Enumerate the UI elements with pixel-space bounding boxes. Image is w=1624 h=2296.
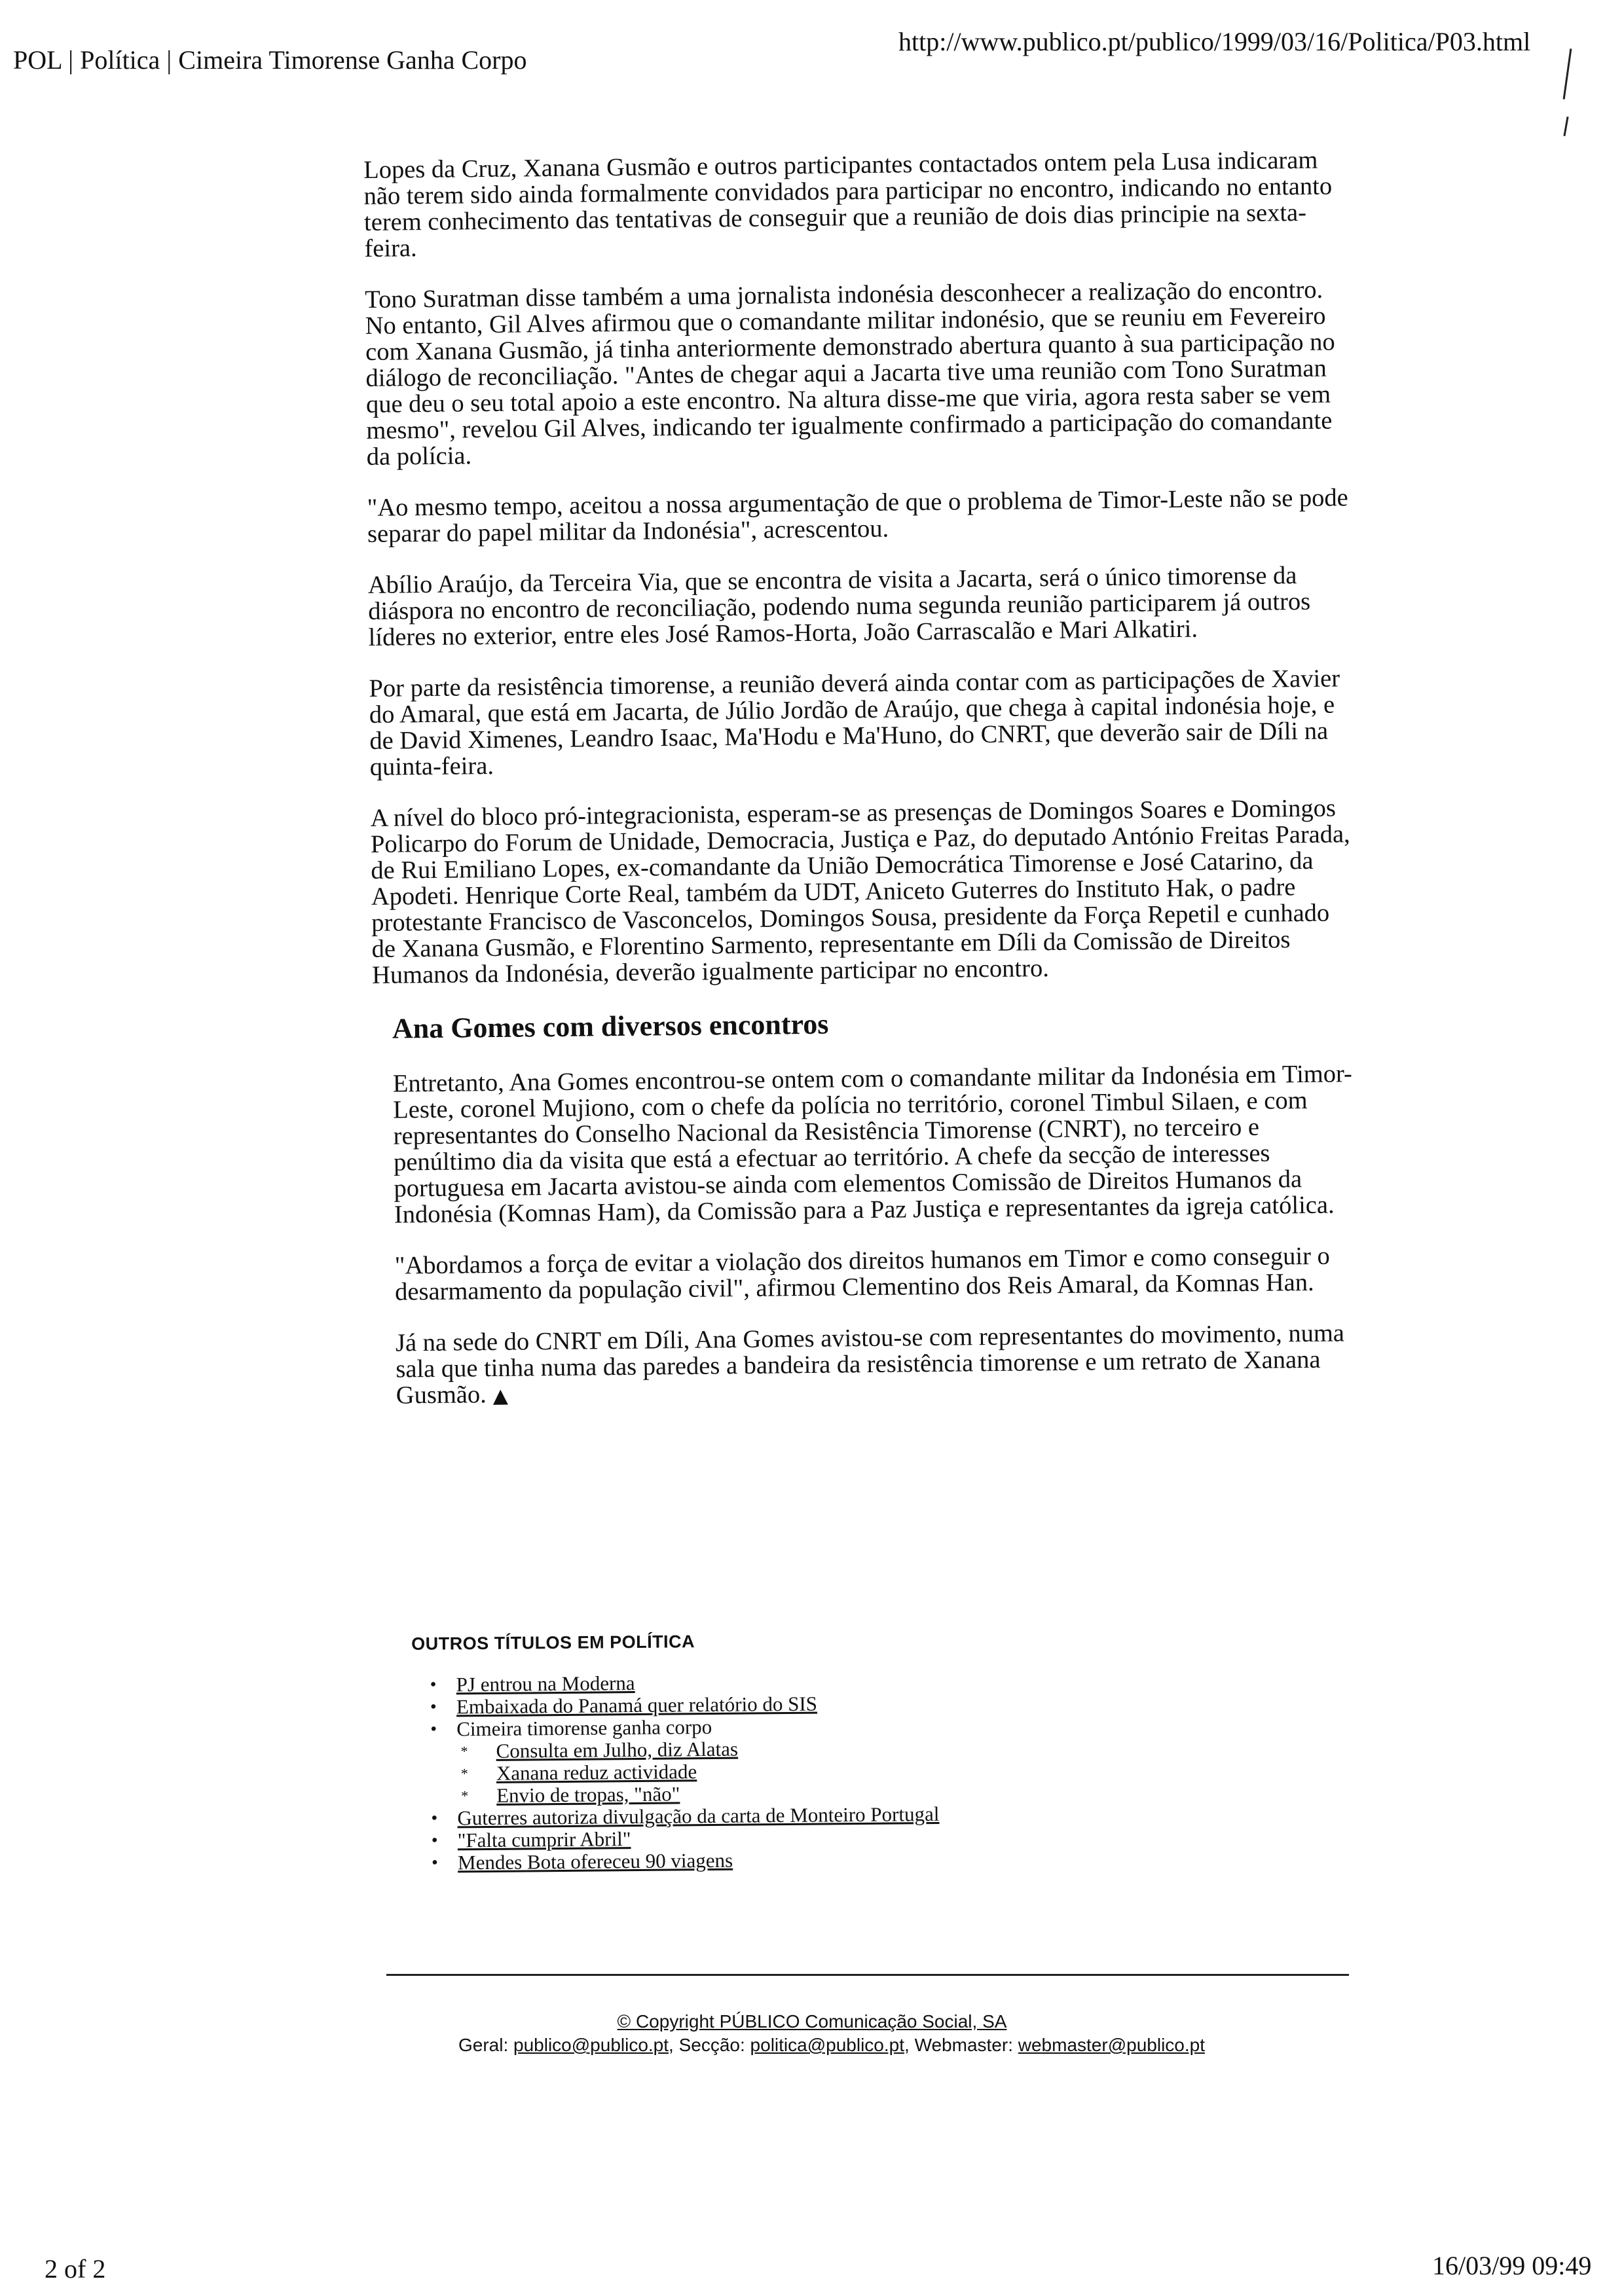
related-link[interactable]: Embaixada do Panamá quer relatório do SIS — [456, 1692, 818, 1719]
footer-contacts: Geral: publico@publico.pt, Secção: politica@publico.pt, Webmaster: webmaster@publico.pt — [458, 2035, 1205, 2055]
webmaster-email-link[interactable]: webmaster@publico.pt — [1018, 2035, 1205, 2055]
article-paragraph-text: Já na sede do CNRT em Díli, Ana Gomes avistou-se com representantes do movimento, numa sala que tinha numa das paredes a bandeira da resistência timorense e um retrato de Xanana Gusmão. — [395, 1319, 1345, 1410]
related-titles — [411, 1627, 1264, 1874]
sub-bullet-icon: * — [461, 1787, 469, 1804]
article-subheading: Ana Gomes com diversos encontros — [392, 1008, 829, 1045]
related-titles-list — [412, 1667, 1265, 1874]
article-body — [363, 147, 1359, 1436]
article-paragraph: Tono Suratman disse também a uma jornalista indonésia desconhecer a realização do encontro. No entanto, Gil Alves afirmou que o comandante militar indonésio, que se reuniu em Fevereiro com Xanana Gusmão, já tinha anteriormente demonstrado abertura quanto à sua participação no diálogo de reconciliação. "Antes de chegar aqui a Jacarta tive uma reunião com Tono Suratman que deu o seu total apoio a este encontro. Na altura disse-me que viria, agora resta saber se vem mesmo", revelou Gil Alves, indicando ter igualmente confirmado a participação do comandante da polícia. — [365, 276, 1335, 471]
related-titles-heading: OUTROS TÍTULOS EM POLÍTICA — [411, 1631, 695, 1654]
print-timestamp: 16/03/99 09:49 — [1432, 2251, 1592, 2280]
article-paragraph-last — [396, 1320, 1359, 1410]
seccao-label: Secção: — [678, 2035, 745, 2055]
article-paragraph: "Ao mesmo tempo, aceitou a nossa argumentação de que o problema de Timor-Leste não se pode separar do papel militar da Indonésia", acrescentou. — [367, 484, 1348, 548]
related-link[interactable]: Mendes Bota ofereceu 90 viagens — [457, 1848, 733, 1874]
related-link[interactable]: Guterres autoriza divulgação da carta de Monteiro Portugal — [457, 1802, 940, 1830]
article-paragraph: Entretanto, Ana Gomes encontrou-se ontem com o comandante militar da Indonésia em Timor-Leste, coronel Mujiono, com o chefe da polícia no território, coronel Timbul Silaen, e com representantes do Conselho Nacional da Resistência Timorense (CNRT), no terceiro e penúltimo dia da visita que está a efectuar ao território. A chefe da secção de interesses portuguesa em Jacarta avistou-se ainda com elementos Comissão de Direitos Humanos da Indonésia (Komnas Ham), da Comissão para a Paz Justiça e representantes da igreja católica. — [392, 1060, 1353, 1229]
bullet-icon: • — [431, 1852, 438, 1873]
related-link[interactable]: Envio de tropas, "não" — [496, 1782, 680, 1807]
bullet-icon: • — [430, 1674, 437, 1695]
article-paragraph: "Abordamos a força de evitar a violação dos direitos humanos em Timor e como conseguir o desarmamento da população civil", afirmou Clementino dos Reis Amaral, da Komnas Han. — [394, 1242, 1330, 1306]
article-paragraph: Lopes da Cruz, Xanana Gusmão e outros participantes contactados ontem pela Lusa indicaram não terem sido ainda formalmente convidados para participar no encontro, indicando no entanto terem conhecimento das tentativas de conseguir que a reunião de dois dias principie na sexta-feira. — [363, 146, 1333, 263]
article-paragraph: Por parte da resistência timorense, a reunião deverá ainda contar com as participações de Xavier do Amaral, que está em Jacarta, de Júlio Jordão de Araújo, que chega à capital indonésia hoje, e de David Ximenes, Leandro Isaac, Ma'Hodu e Ma'Huno, do CNRT, que deverão sair de Díli na quinta-feira. — [369, 665, 1340, 781]
bullet-icon: • — [431, 1830, 438, 1851]
related-link[interactable]: Xanana reduz actividade — [496, 1760, 697, 1785]
scan-mark — [1563, 48, 1572, 100]
scan-mark — [1563, 117, 1568, 136]
page-header-title: POL | Política | Cimeira Timorense Ganha Corpo — [13, 45, 527, 75]
bullet-icon: • — [430, 1719, 437, 1740]
page-number: 2 of 2 — [45, 2254, 106, 2284]
related-link[interactable]: Consulta em Julho, diz Alatas — [496, 1737, 739, 1762]
related-link[interactable]: "Falta cumprir Abril" — [457, 1827, 631, 1852]
footer-divider — [386, 1974, 1349, 1976]
bullet-icon: • — [431, 1808, 438, 1829]
article-paragraph: A nível do bloco pró-integracionista, esperam-se as presenças de Domingos Soares e Domingos Policarpo do Forum de Unidade, Democracia, Justiça e Paz, do deputado António Freitas Parada, de Rui Emiliano Lopes, ex-comandante da União Democrática Timorense e José Catarino, da Apodeti. Henrique Corte Real, também da UDT, Aniceto Guterres do Instituto Hak, o padre protestante Francisco de Vasconcelos, Domingos Sousa, presidente da Força Repetil e cunhado de Xanana Gusmão, e Florentino Sarmento, representante em Díli da Comissão de Direitos Humanos da Indonésia, deverão igualmente participar no encontro. — [370, 794, 1350, 989]
sub-bullet-icon: * — [460, 1743, 468, 1760]
geral-label: Geral: — [458, 2035, 509, 2055]
footer-copyright — [0, 2011, 1624, 2032]
up-arrow-icon[interactable]: ▲ — [492, 1384, 509, 1408]
sub-bullet-icon: * — [460, 1765, 468, 1782]
related-current-title: Cimeira timorense ganha corpo — [456, 1715, 712, 1741]
page-header-url: http://www.publico.pt/publico/1999/03/16/Politica/P03.html — [898, 27, 1531, 56]
article-paragraph: Abílio Araújo, da Terceira Via, que se encontra de visita a Jacarta, será o único timorense da diáspora no encontro de reconciliação, podendo numa segunda reunião participarem já outros líderes no exterior, entre eles José Ramos-Horta, João Carrascalão e Mari Alkatiri. — [367, 562, 1311, 651]
geral-email-link[interactable]: publico@publico.pt — [513, 2035, 669, 2055]
copyright-link[interactable]: © Copyright PÚBLICO Comunicação Social, SA — [617, 2011, 1007, 2032]
related-link[interactable]: PJ entrou na Moderna — [456, 1671, 635, 1696]
seccao-email-link[interactable]: politica@publico.pt — [750, 2035, 904, 2055]
bullet-icon: • — [430, 1696, 437, 1717]
webmaster-label: Webmaster: — [914, 2035, 1013, 2055]
